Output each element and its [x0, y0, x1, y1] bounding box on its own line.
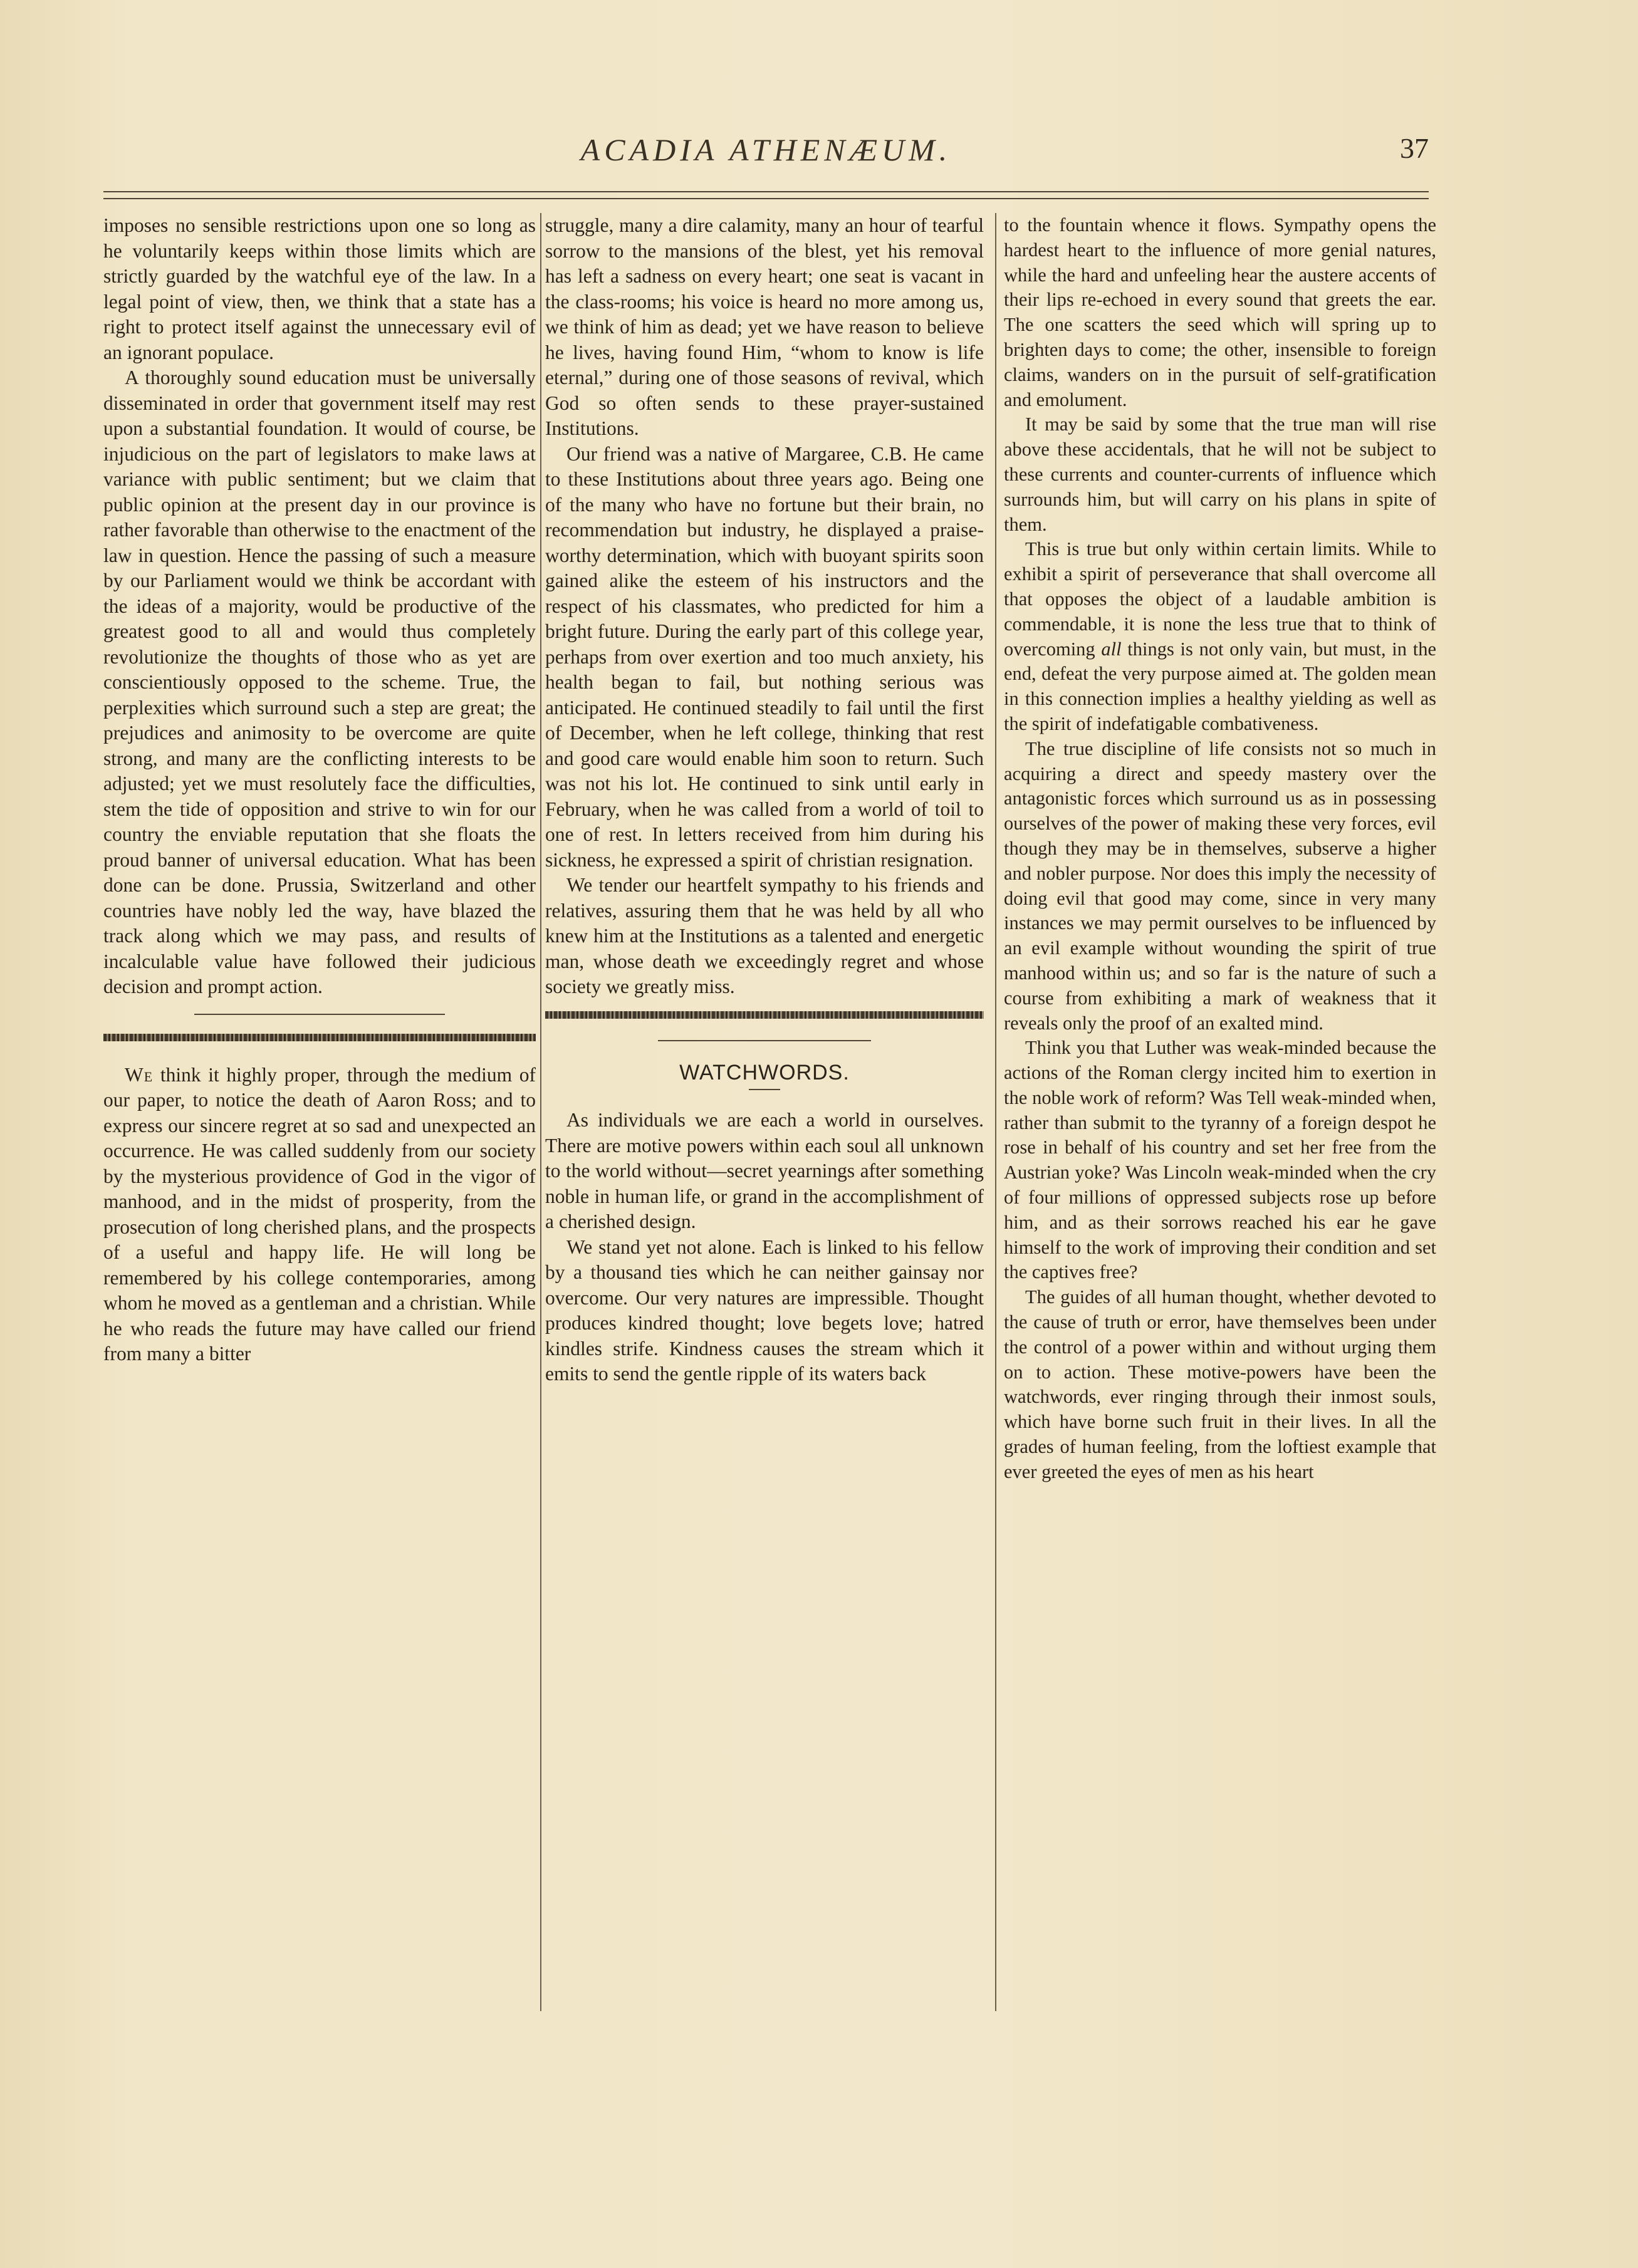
paragraph-text: think it highly proper, through the medium of our paper, to notice the death of Aaron Ross; and to express our sincere regret at so sad and unexpected an occurrence. He was called suddenly from our society by the mysterious providence of God in the vigor of manhood, and in the midst of prosperity, from the prosecution of long cherished plans, and the prospects of a useful and happy life. He will long be remembered by his college contemporaries, among whom he moved as a gentleman and a christian. While he who reads the future may have called our friend from many a bitter [103, 1063, 536, 1365]
paragraph: struggle, many a dire calamity, many an hour of tearful sorrow to the mansions of the blest, yet his removal has left a sadness on every heart; one seat is vacant in the class-rooms; his voice is heard no more among us, we think of him as dead; yet we have reason to believe he lives, having found Him, “whom to know is life eternal,” during one of those seasons of revival, which God so often sends to these prayer-sustained Institutions. [545, 214, 984, 439]
paragraph: The guides of all human thought, whether devoted to the cause of truth or error, have themselves been under the control of a power within and without urging them on to action. These motive-powers have been the watchwords, ever ringing through their inmost souls, which have borne such fruit in their lives. In all the grades of human feeling, from the loftiest example that ever greeted the eyes of men as his heart [1004, 1286, 1436, 1482]
ornamental-rule [103, 1034, 536, 1041]
emphasis: all [1101, 638, 1122, 660]
page-number: 37 [1400, 132, 1429, 164]
paragraph: to the fountain whence it flows. Sympathy opens the hardest heart to the influence of more genial natures, while the hard and unfeeling hear the austere accents of their lips re-echoed in every sound that greets the ear. The one scatters the seed which will spring up to brighten days to come; the other, insensible to foreign claims, wanders on in the pursuit of self-gratification and emolument. [1004, 214, 1436, 410]
paragraph: Our friend was a native of Margaree, C.B. He came to these Institutions about three years ago. Being one of the many who have no fortune but their brain, no recommendation but industry, he displayed a praise-worthy determination, which with buoyant spirits soon gained alike the esteem of his instructors and the respect of his classmates, who predicted for him a bright future. During the early part of this college year, perhaps from over exertion and too much anxiety, his health began to fail, but nothing serious was anticipated. He continued steadily to fail until the first of December, when he left college, thinking that rest and good care would enable him soon to return. Such was not his lot. He continued to sink until early in February, when he was called from a world of toil to one of rest. In letters received from him during his sickness, he expressed a spirit of christian resignation. [545, 442, 984, 871]
paragraph: A thoroughly sound education must be universally disseminated in order that government itself may rest upon a substantial foundation. It would of course, be injudicious on the part of legislators to make laws at variance with public sentiment; but we claim that public opinion at the present day in our province is rather favorable than otherwise to the enactment of the law in question. Hence the passing of such a measure by our Parliament would we think be accordant with the ideas of a majority, would be productive of the greatest good to all and would thus completely revolutionize the thoughts of those who as yet are conscientiously opposed to the scheme. True, the perplexities which surround such a step are great; the prejudices and animosity to be overcome are quite strong, and many are the conflicting interests to be adjusted; yet we must resolutely face the difficulties, stem the tide of opposition and strive to win for our country the enviable reputation that she floats the proud banner of universal education. What has been done can be done. Prussia, Switzerland and other countries have nobly led the way, have blazed the track along which we may pass, and results of incalculable value have followed their judicious decision and prompt action. [103, 367, 536, 997]
title-rule [749, 1089, 780, 1090]
paragraph: imposes no sensible restrictions upon one so long as he voluntarily keeps within those limits which are strictly guarded by the watchful eye of the law. In a legal point of view, then, we think that a state has a right to protect itself against the unnecessary evil of an ignorant populace. [103, 214, 536, 363]
paragraph: The true discipline of life consists not so much in acquiring a direct and speedy mastery over the antagonistic forces which surround us as in possessing ourselves of the power of making these very forces, evil though they may be in themselves, subserve a higher and nobler purpose. Nor does this imply the necessity of doing evil that good may come, since in very many instances we may permit ourselves to be influenced by an evil example without wounding the spirit of true manhood within us; and so far is the nature of such a course from exhibiting a mark of weakness that it reveals only the proof of an exalted mind. [1004, 737, 1436, 1034]
column-1 [103, 213, 536, 1367]
obituary-paragraph [103, 1063, 536, 1367]
column-2 [545, 213, 984, 1387]
column-divider [540, 213, 541, 2011]
column-3 [1004, 213, 1436, 1485]
paragraph: As individuals we are each a world in ourselves. There are motive powers within each soul all unknown to the world without—secret yearnings after something noble in human life, or grand in the accomplishment of a cherished design. [545, 1109, 984, 1232]
paragraph: We stand yet not alone. Each is linked to his fellow by a thousand ties which he can neither gainsay nor overcome. Our very natures are impressible. Thought produces kindred thought; love begets love; hatred kindles strife. Kindness causes the stream which it emits to send the gentle ripple of its waters back [545, 1235, 984, 1385]
paragraph: Think you that Luther was weak-minded because the actions of the Roman clergy incited him to exertion in the noble work of reform? Was Tell weak-minded when, rather than submit to the tyranny of a foreign despot he rose in behalf of his country and set her free from the Austrian yoke? Was Lincoln weak-minded when the cry of four millions of oppressed subjects rose up before him, and as their sorrows reached his ear he gave himself to the work of improving their condition and set the captives free? [1004, 1037, 1436, 1283]
column-divider [995, 213, 996, 2011]
running-title: ACADIA ATHENÆUM. [580, 132, 952, 167]
paragraph-text: things is not only vain, but must, in the end, defeat the very purpose aimed at. The golden mean in this connection implies a healthy yielding as well as the spirit of indefatigable combativeness. [1004, 638, 1436, 734]
section-title: WATCHWORDS. [679, 1060, 850, 1085]
end-rule [194, 1014, 445, 1015]
ornamental-rule [545, 1011, 984, 1019]
lead-word: We [125, 1063, 154, 1086]
header-rule [103, 191, 1429, 199]
paragraph [1004, 537, 1436, 736]
section-rule [658, 1040, 871, 1041]
page-header [103, 132, 1429, 175]
paragraph: It may be said by some that the true man will rise above these accidentals, that he will not be subject to these currents and counter-currents of influence which surrounds him, but will carry on his plans in spite of them. [1004, 414, 1436, 535]
paragraph-text: This is true but only within certain limits. While to exhibit a spirit of perseverance that shall overcome all that opposes the object of a laudable ambition is commendable, it is none the less true that to think of overcoming [1004, 538, 1436, 660]
paragraph: We tender our heartfelt sympathy to his friends and relatives, assuring them that he was held by all who knew him at the Institutions as a talented and energetic man, whose death we exceedingly regret and whose society we greatly miss. [545, 874, 984, 997]
